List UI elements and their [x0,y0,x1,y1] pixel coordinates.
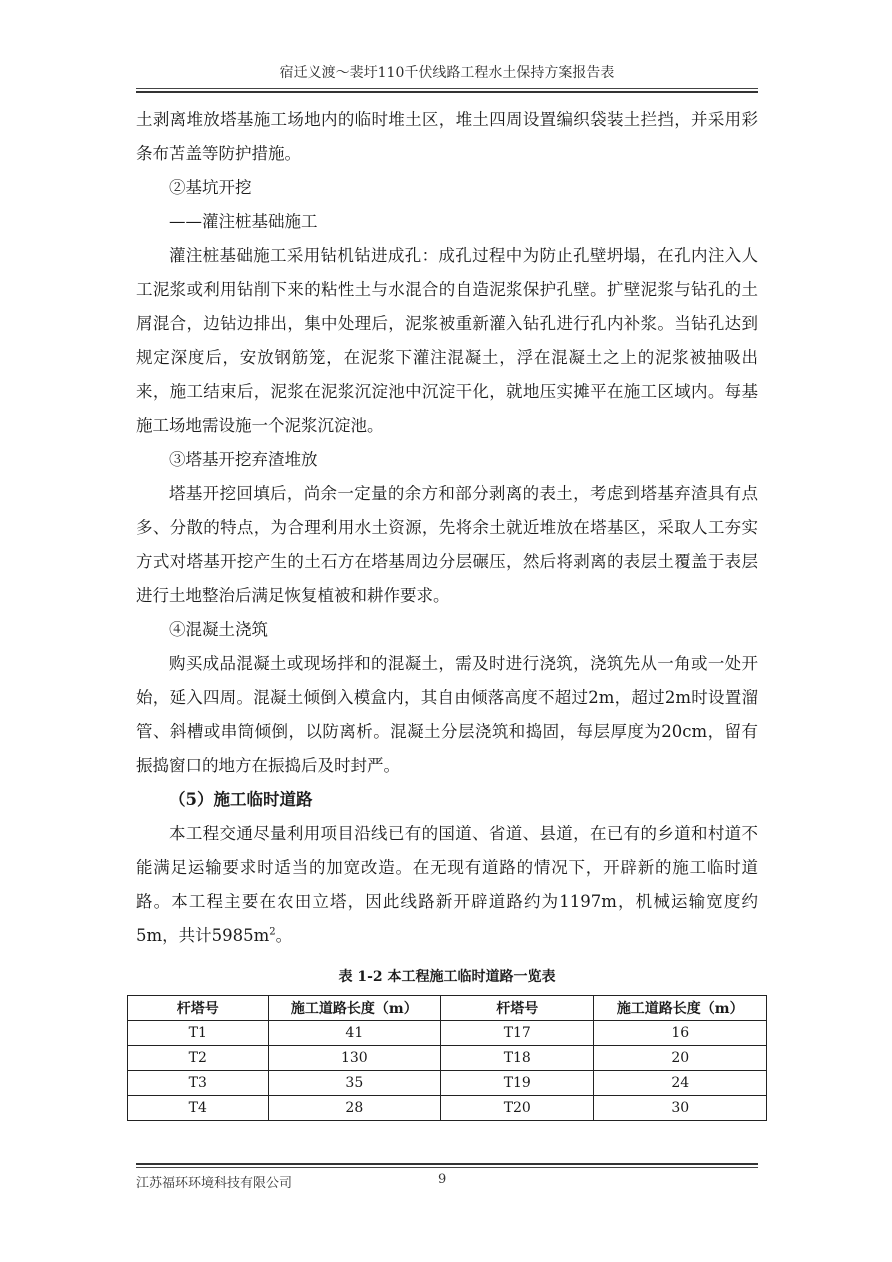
table-row [128,1046,767,1071]
paragraph-pile-construction: 灌注桩基础施工采用钻机钻进成孔：成孔过程中为防止孔壁坍塌，在孔内注入人工泥浆或利用钻削下来的粘性土与水混合的自造泥浆保护孔壁。扩壁泥浆与钻孔的土屑混合，边钻边排出，集中处理后，泥浆被重新灌入钻孔进行孔内补浆。当钻孔达到规定深度后，安放钢筋笼，在泥浆下灌注混凝土，浮在混凝土之上的泥浆被抽吸出来，施工结束后，泥浆在泥浆沉淀池中沉淀干化，就地压实摊平在施工区域内。每基施工场地需设施一个泥浆沉淀池。 [136,246,758,435]
table-cell: 35 [268,1071,441,1096]
section-temporary-road: （5）施工临时道路 [169,790,313,809]
table-cell: T3 [128,1071,269,1096]
column-header: 施工道路长度（m） [268,996,441,1021]
header-rule [136,88,758,89]
table-cell: 20 [594,1046,767,1071]
table-cell: T19 [441,1071,594,1096]
table-cell: 130 [268,1046,441,1071]
column-header: 杆塔号 [128,996,269,1021]
section-foundation-pit: ②基坑开挖 [169,178,252,197]
road-length-table [127,995,767,1121]
table-cell: T2 [128,1046,269,1071]
table-row [128,1021,767,1046]
footer-rule [136,1167,758,1168]
table-cell: T18 [441,1046,594,1071]
paragraph-stockpile: 土剥离堆放塔基施工场地内的临时堆土区，堆土四周设置编织袋装土拦挡，并采用彩条布苫盖等防护措施。 [136,110,758,163]
table-cell: 30 [594,1096,767,1121]
paragraph-temporary-road-text: 本工程交通尽量利用项目沿线已有的国道、省道、县道，在已有的乡道和村道不能满足运输要求时适当的加宽改造。在无现有道路的情况下，开辟新的施工临时道路。本工程主要在农田立塔，因此线路新开辟道路约为1197m，机械运输宽度约5m，共计5985m [136,824,758,945]
document-body [136,103,758,1121]
column-header: 施工道路长度（m） [594,996,767,1021]
page-number: 9 [438,1172,447,1187]
table-cell: T1 [128,1021,269,1046]
subsection-pile-foundation: ——灌注桩基础施工 [169,212,318,231]
table-caption: 表 1-2 本工程施工临时道路一览表 [338,969,556,985]
table-cell: T20 [441,1096,594,1121]
superscript-squared: 2 [269,926,276,938]
header-rule-bold [136,91,758,93]
table-cell: T17 [441,1021,594,1046]
table-cell: T4 [128,1096,269,1121]
table-header-row [128,996,767,1021]
column-header: 杆塔号 [441,996,594,1021]
page-header: 宿迁义渡～裴圩110千伏线路工程水土保持方案报告表 [279,65,615,81]
section-spoil-stacking: ③塔基开挖弃渣堆放 [169,450,318,469]
table-row [128,1096,767,1121]
footer-rule-bold [136,1163,758,1165]
table-row [128,1071,767,1096]
paragraph-concrete: 购买成品混凝土或现场拌和的混凝土，需及时进行浇筑，浇筑先从一角或一处开始，延入四周。混凝土倾倒入模盒内，其自由倾落高度不超过2m，超过2m时设置溜管、斜槽或串筒倾倒，以防离析。混凝土分层浇筑和捣固，每层厚度为20cm，留有振捣窗口的地方在振捣后及时封严。 [136,654,758,775]
table-cell: 16 [594,1021,767,1046]
table-cell: 41 [268,1021,441,1046]
paragraph-spoil: 塔基开挖回填后，尚余一定量的余方和部分剥离的表土，考虑到塔基弃渣具有点多、分散的特点，为合理利用水土资源，先将余土就近堆放在塔基区，采取人工夯实方式对塔基开挖产生的土石方在塔基周边分层碾压，然后将剥离的表层土覆盖于表层进行土地整治后满足恢复植被和耕作要求。 [136,484,758,605]
footer-company: 江苏福环环境科技有限公司 [136,1176,293,1191]
table-cell: 28 [268,1096,441,1121]
section-concrete-pouring: ④混凝土浇筑 [169,620,268,639]
paragraph-end-mark: 。 [275,926,293,945]
paragraph-temporary-road [136,817,758,953]
table-cell: 24 [594,1071,767,1096]
